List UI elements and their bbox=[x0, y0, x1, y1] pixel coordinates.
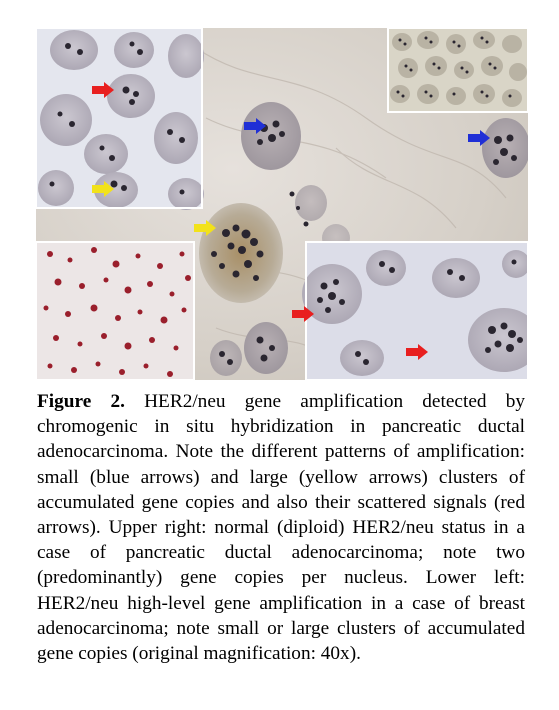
micrograph-image bbox=[36, 28, 528, 380]
micrograph-figure bbox=[36, 28, 528, 380]
inset-upper-left bbox=[36, 28, 204, 210]
figure-caption-text: HER2/neu gene amplification detected by chromogenic in situ hybridization in pancreatic ductal adenocarcinoma. Note the different patterns of amplification: small (blue arrows) and large (yellow arrows) clusters of accumulated gene copies and also their scattered signals (red arrows). Upper right: normal (diploid) HER2/neu status in a case of pancreatic ductal adenocarcinoma; note two (predominantly) gene copies per nucleus. Lower left: HER2/neu high-level gene amplification in a case of breast adenocarcinoma; note small or large clusters of accumulated gene copies (original magnification: 40x). bbox=[37, 391, 525, 665]
inset-upper-right bbox=[388, 28, 528, 112]
inset-lower-right bbox=[302, 242, 528, 380]
figure-label: Figure 2. bbox=[37, 391, 125, 412]
figure-caption bbox=[37, 389, 525, 666]
inset-lower-left bbox=[36, 242, 194, 380]
